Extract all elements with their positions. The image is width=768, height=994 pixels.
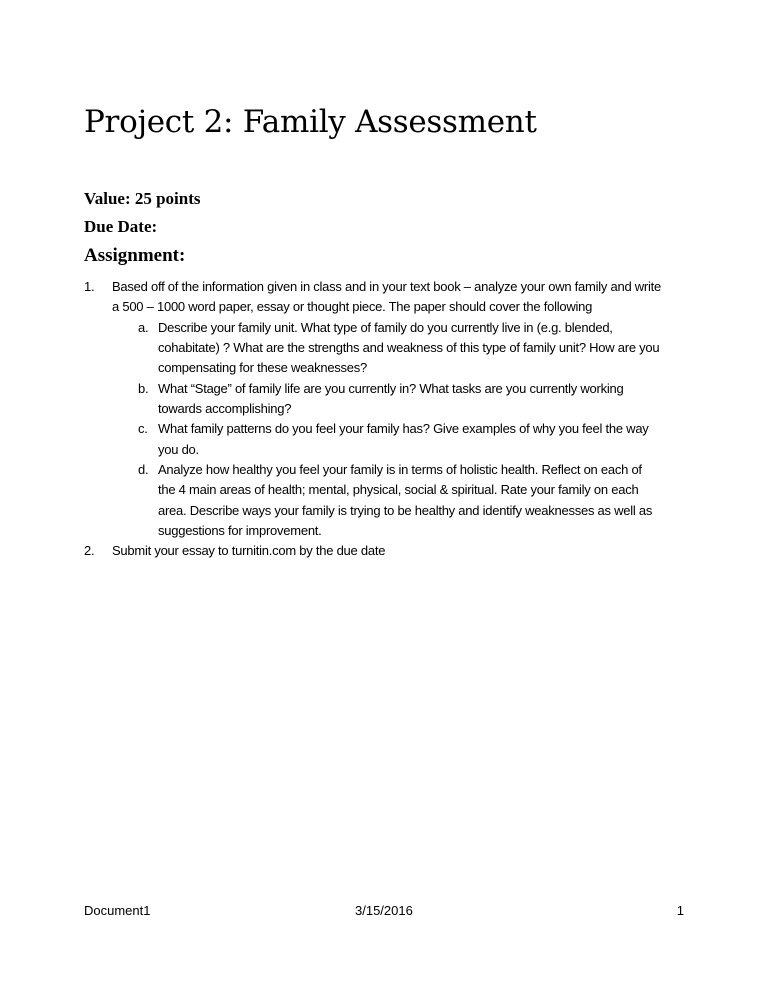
list-item: [0, 277, 768, 318]
text-line: What “Stage” of family life are you currently in? What tasks are you currently working: [158, 380, 624, 396]
sub-list-item: [0, 379, 768, 420]
sub-item-text: [158, 460, 768, 541]
list-item-number: 1.: [84, 279, 95, 294]
footer-document-name: Document1: [84, 903, 151, 918]
sub-list-item: [0, 419, 768, 460]
footer-date: 3/15/2016: [355, 903, 413, 918]
text-line: a 500 – 1000 word paper, essay or thought piece. The paper should cover the following: [112, 299, 593, 315]
document-title: Project 2: Family Assessment: [84, 104, 537, 140]
list-item: [0, 541, 768, 561]
sub-list-item: [0, 318, 768, 379]
footer-page-number: 1: [676, 903, 684, 918]
text-line: the 4 main areas of health; mental, physical, social & spiritual. Rate your family on each: [158, 482, 639, 498]
assignment-list: [0, 277, 768, 562]
text-line: towards accomplishing?: [158, 401, 292, 417]
sub-item-letter: b.: [138, 380, 149, 396]
sub-item-letter: a.: [138, 319, 149, 335]
text-line: Based off of the information given in class and in your text book – analyze your own family and write: [112, 279, 661, 294]
sub-list-item: [0, 460, 768, 541]
value-heading: Value: 25 points: [84, 189, 201, 208]
text-line: compensating for these weaknesses?: [158, 360, 368, 376]
list-item-text: [112, 277, 768, 318]
due-date-heading: Due Date:: [84, 217, 158, 236]
text-line: Analyze how healthy you feel your family is in terms of holistic health. Reflect on each of: [158, 462, 642, 478]
sub-item-text: [158, 318, 768, 379]
text-line: you do.: [158, 441, 199, 457]
assignment-heading: Assignment:: [84, 245, 186, 266]
text-line: area. Describe ways your family is trying to be healthy and identify weaknesses as well as: [158, 502, 653, 518]
list-item-text: [112, 541, 768, 561]
sub-item-text: [158, 419, 768, 460]
sub-item-letter: c.: [138, 421, 148, 437]
text-line: suggestions for improvement.: [158, 523, 322, 539]
sub-item-letter: d.: [138, 462, 149, 478]
text-line: What family patterns do you feel your family has? Give examples of why you feel the way: [158, 421, 649, 437]
list-item-number: 2.: [84, 543, 95, 559]
sub-item-text: [158, 379, 768, 420]
text-line: Describe your family unit. What type of family do you currently live in (e.g. blended,: [158, 319, 613, 335]
text-line: cohabitate) ? What are the strengths and weakness of this type of family unit? How are you: [158, 340, 660, 356]
text-line: Submit your essay to turnitin.com by the due date: [112, 543, 386, 559]
